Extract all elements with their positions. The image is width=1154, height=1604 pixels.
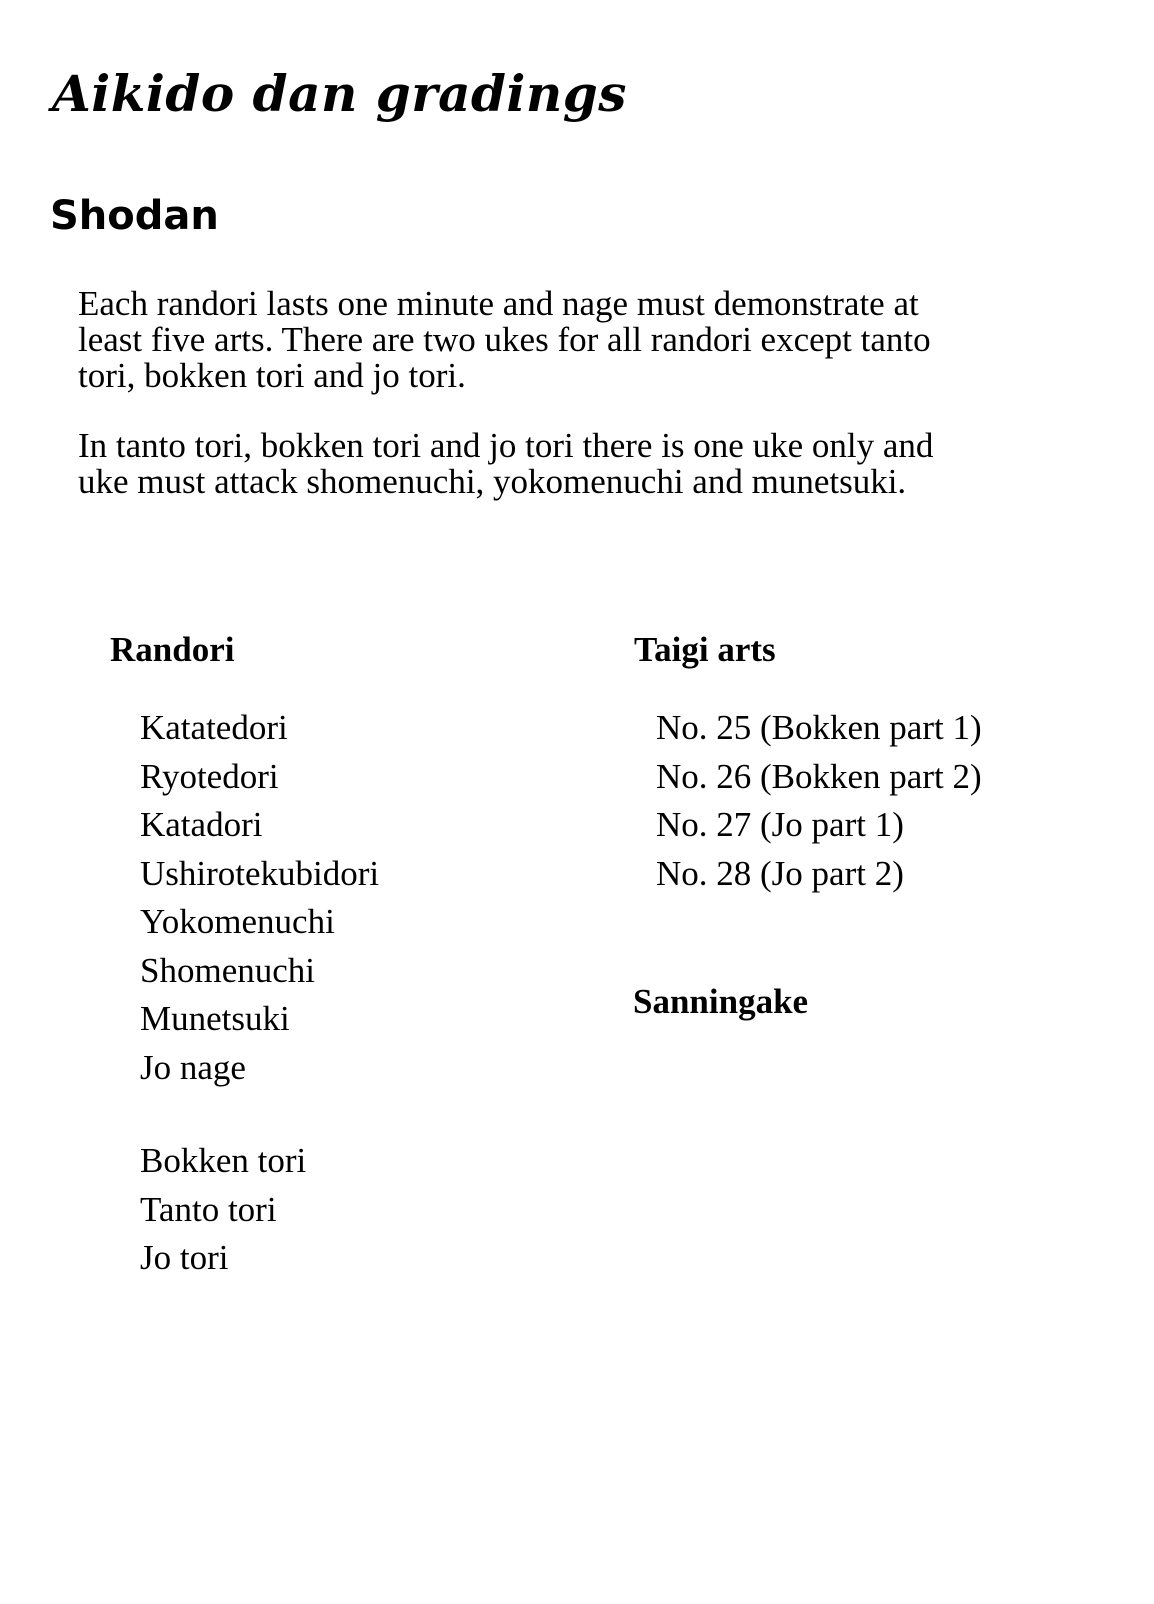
paragraph-line: In tanto tori, bokken tori and jo tori there is one uke only and xyxy=(78,426,934,465)
weapon-randori-list xyxy=(140,1137,306,1283)
section-title-shodan: Shodan xyxy=(50,193,219,239)
list-item: Ushirotekubidori xyxy=(140,853,380,893)
list-item: Katadori xyxy=(140,805,263,844)
list-item: No. 26 (Bokken part 2) xyxy=(656,756,982,796)
paragraph-line: least five arts. There are two ukes for all randori except tanto xyxy=(78,320,931,359)
list-item: Jo tori xyxy=(140,1238,229,1277)
list-item: Ryotedori xyxy=(140,756,279,796)
list-item: Jo nage xyxy=(140,1047,246,1087)
list-item: Bokken tori xyxy=(140,1141,307,1180)
paragraph-line: uke must attack shomenuchi, yokomenuchi and munetsuki. xyxy=(78,462,907,501)
paragraph-line: Each randori lasts one minute and nage must demonstrate at xyxy=(78,284,919,323)
list-item: No. 25 (Bokken part 1) xyxy=(656,708,982,747)
intro-paragraph-1 xyxy=(78,286,1098,394)
list-item: No. 27 (Jo part 1) xyxy=(656,805,904,844)
randori-list xyxy=(140,704,379,1092)
list-item: Tanto tori xyxy=(140,1189,277,1229)
intro-paragraph-2 xyxy=(78,428,1098,500)
randori-heading: Randori xyxy=(110,630,235,669)
list-item: No. 28 (Jo part 2) xyxy=(656,853,904,893)
list-item: Shomenuchi xyxy=(140,950,315,990)
taigi-arts-heading: Taigi arts xyxy=(634,630,776,669)
sanningake-heading: Sanningake xyxy=(633,982,809,1021)
taigi-arts-list xyxy=(656,704,982,898)
list-item: Katatedori xyxy=(140,708,288,747)
list-item: Yokomenuchi xyxy=(140,902,335,941)
document-title: Aikido dan gradings xyxy=(52,64,627,123)
paragraph-line: tori, bokken tori and jo tori. xyxy=(78,356,466,395)
list-item: Munetsuki xyxy=(140,999,290,1038)
